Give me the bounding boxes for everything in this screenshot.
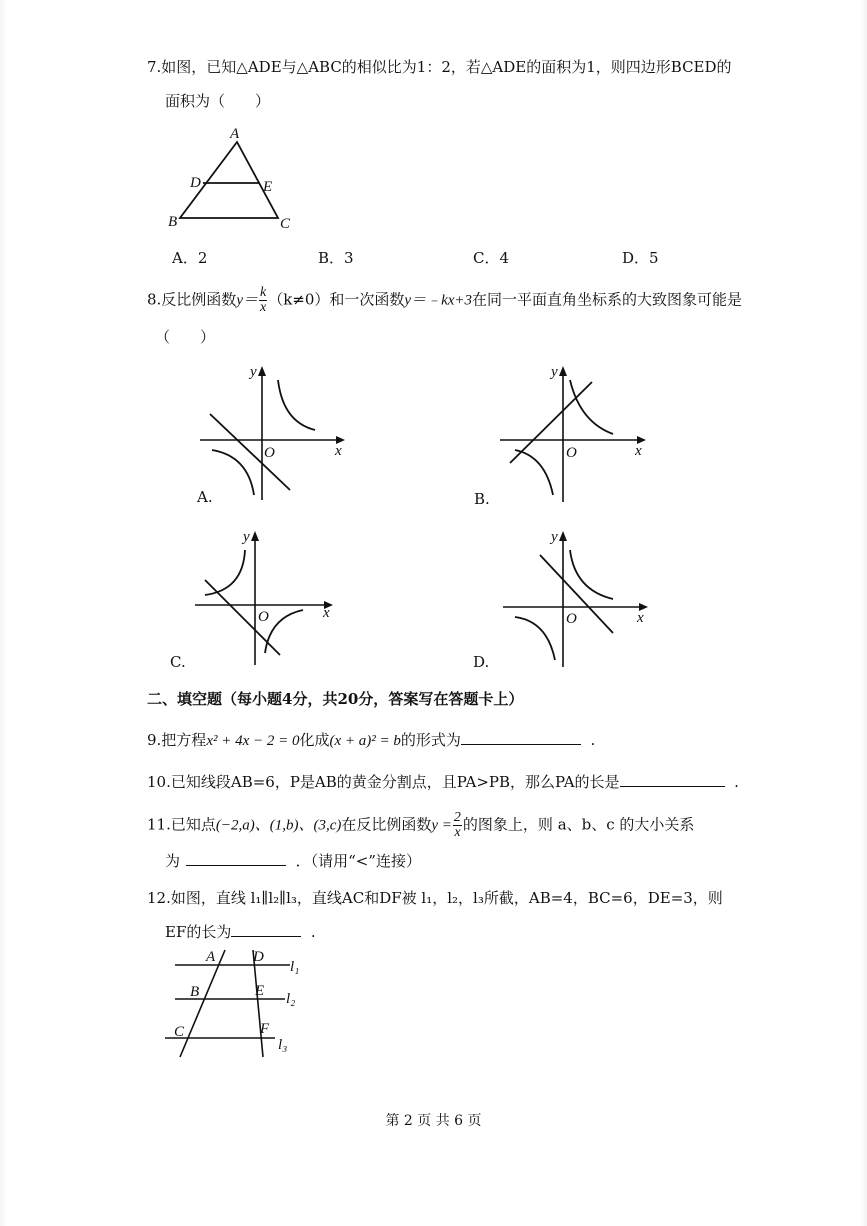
q12-line1: 12.如图，直线 l₁∥l₂∥l₃，直线AC和DF被 l₁，l₂，l₃所截，AB=4，BC=6，DE=3，则	[147, 889, 723, 907]
q7-line2: 面积为（ ）	[165, 92, 271, 110]
fig12-label-l3: l₃	[278, 1037, 288, 1053]
fig12-label-C: C	[174, 1024, 185, 1040]
q11-text-d: 为	[165, 852, 181, 870]
q8-graph-d-label: D.	[473, 653, 490, 671]
section-2-title: 二、填空题（每小题4分，共20分，答案写在答题卡上）	[147, 690, 524, 708]
fig12-label-F: F	[260, 1021, 270, 1037]
q8-graph-a-label: A.	[197, 488, 213, 506]
q9-text-b: 化成	[299, 731, 330, 749]
q9-answer-blank[interactable]	[461, 730, 581, 745]
fig12-label-A: A	[206, 949, 216, 965]
q8-linear: y＝﹣kx+3	[404, 292, 473, 309]
q9-line	[147, 729, 595, 752]
q12-line2	[165, 921, 316, 943]
q8-graph-c-label: C.	[170, 653, 186, 671]
q11-points: (−2,a)、(1,b)、(3,c)	[215, 817, 342, 834]
fig-label-B: B	[168, 214, 178, 230]
q8-fraction	[259, 286, 267, 315]
page-footer: 第 2 页 共 6 页	[385, 1113, 482, 1129]
graph-b-x-label: x	[635, 443, 642, 459]
q12-text-a: EF的长为	[165, 923, 232, 941]
q8-suffix: 在同一平面直角坐标系的大致图象可能是	[472, 290, 743, 309]
q8-graph-b	[495, 360, 665, 510]
q9-text-c: 的形式为	[400, 731, 461, 749]
graph-b-y-label: y	[551, 364, 558, 380]
q8-frac-den: x	[259, 300, 267, 315]
fig12-label-B: B	[190, 984, 200, 1000]
fig12-label-E: E	[255, 983, 265, 999]
q9-eq1: x² + 4x − 2 = 0	[206, 733, 300, 749]
q8-graph-b-label: B.	[474, 490, 490, 508]
q8-graph-d	[495, 525, 665, 675]
fig12-label-l2: l₂	[286, 991, 296, 1007]
q10-answer-blank[interactable]	[620, 772, 725, 787]
fig-label-E: E	[263, 179, 273, 195]
q11-frac-den: x	[454, 825, 461, 840]
fig12-label-D: D	[253, 949, 264, 965]
q11-text-e: ．（请用“<”连接）	[295, 852, 421, 870]
q9-end: .	[590, 731, 596, 749]
graph-a-x-label: x	[335, 443, 342, 459]
q11-fraction	[453, 811, 462, 840]
q7-option-d: D．5	[622, 249, 659, 267]
q8-y-eq: y＝	[236, 292, 258, 309]
graph-a-y-label: y	[250, 364, 257, 380]
fig12-label-l1: l₁	[290, 959, 300, 975]
graph-c-origin: O	[258, 609, 269, 625]
q8-paren: （ ）	[155, 328, 216, 346]
fig-label-A: A	[230, 126, 240, 142]
q10-line	[147, 771, 739, 793]
graph-a-origin: O	[264, 445, 275, 461]
q10-text: 10.已知线段AB=6，P是AB的黄金分割点，且PA>PB，那么PA的长是	[147, 773, 620, 791]
q8-graph-a	[190, 360, 360, 510]
q9-eq2: (x + a)² = b	[329, 733, 401, 749]
q11-text-c: 的图象上，则 a、b、c 的大小关系	[462, 815, 695, 834]
q12-parallel-lines-figure	[160, 945, 310, 1065]
q12-end: .	[310, 923, 316, 941]
q7-option-a: A．2	[172, 249, 208, 267]
q7-triangle-figure	[160, 120, 300, 235]
graph-d-origin: O	[566, 611, 577, 627]
q7-option-b: B．3	[318, 249, 354, 267]
q11-answer-blank[interactable]	[186, 851, 286, 866]
q8-cond: （k≠0）和一次函数	[268, 290, 405, 309]
q12-answer-blank[interactable]	[231, 922, 301, 937]
q11-frac-num: 2	[453, 810, 461, 825]
fig-label-C: C	[280, 216, 291, 232]
fig-label-D: D	[190, 175, 201, 191]
q8-graph-c	[185, 525, 355, 675]
graph-d-y-label: y	[551, 529, 558, 545]
q8-line1	[147, 286, 742, 315]
q10-end: .	[734, 773, 739, 791]
q8-frac-num: k	[259, 285, 267, 300]
q11-line2	[165, 850, 421, 872]
graph-b-origin: O	[566, 445, 577, 461]
q7-line1: 7.如图，已知△ADE与△ABC的相似比为1：2，若△ADE的面积为1，则四边形BCED的	[147, 58, 732, 76]
q11-text-b: 在反比例函数	[341, 815, 432, 834]
q11-line1	[147, 811, 694, 840]
q8-prefix: 8.反比例函数	[147, 290, 237, 309]
graph-c-y-label: y	[243, 529, 250, 545]
graph-d-x-label: x	[637, 610, 644, 626]
graph-c-x-label: x	[323, 605, 330, 621]
q11-text-a: 11.已知点	[147, 815, 216, 834]
q7-option-c: C．4	[473, 249, 510, 267]
q9-text-a: 9.把方程	[147, 731, 207, 749]
q11-y-eq: y =	[431, 817, 452, 834]
